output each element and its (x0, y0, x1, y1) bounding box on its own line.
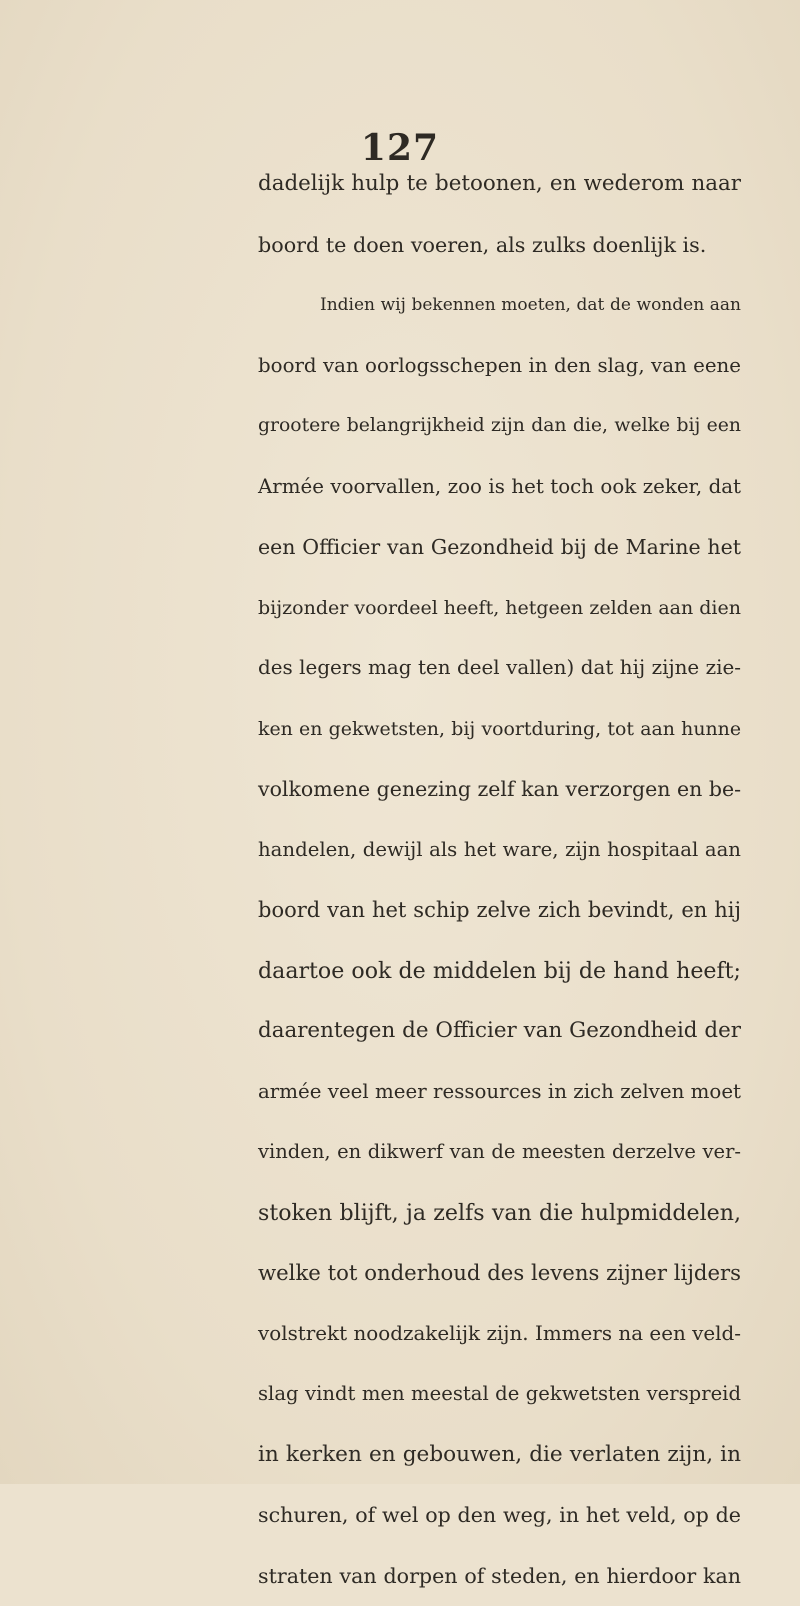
text-line: handelen, dewijl als het ware, zijn hospitaal aan (258, 820, 741, 881)
text-line: armée veel meer ressources in zich zelven moet (258, 1062, 741, 1123)
text-line: schuren, of wel op den weg, in het veld, op de (258, 1485, 741, 1546)
text-line: een Officier van Gezondheid bij de Marine het (258, 517, 741, 578)
text-line: daarentegen de Officier van Gezondheid der (258, 1001, 741, 1062)
text-line: ken en gekwetsten, bij voortduring, tot aan hunne (258, 699, 741, 760)
text-line: boord van oorlogsschepen in den slag, van eene (258, 336, 741, 397)
text-line-indented: Indien wij bekennen moeten, dat de wonden aan (320, 275, 741, 336)
text-line: stoken blijft, ja zelfs van die hulpmiddelen, (258, 1183, 741, 1244)
page-number: 127 (0, 128, 800, 168)
text-line: grootere belangrijkheid zijn dan die, welke bij een (258, 396, 741, 457)
text-line: bijzonder voordeel heeft, hetgeen zelden aan dien (258, 578, 741, 639)
text-line: daartoe ook de middelen bij de hand heeft; (258, 941, 741, 1002)
text-line: welke tot onderhoud des levens zijner lijders (258, 1243, 741, 1304)
text-line: des legers mag ten deel vallen) dat hij zijne zie- (258, 638, 741, 699)
text-line: in kerken en gebouwen, die verlaten zijn, in (258, 1425, 741, 1486)
text-line: boord te doen voeren, als zulks doenlijk is. (258, 215, 708, 276)
text-line: volkomene genezing zelf kan verzorgen en be- (258, 759, 741, 820)
text-line: boord van het schip zelve zich bevindt, en hij (258, 880, 741, 941)
text-line: vinden, en dikwerf van de meesten derzelve ver- (258, 1122, 741, 1183)
text-line: slag vindt men meestal de gekwetsten verspreid (258, 1364, 741, 1425)
text-line: Armée voorvallen, zoo is het toch ook zeker, dat (258, 457, 741, 518)
text-lines (258, 154, 741, 1606)
text-line: volstrekt noodzakelijk zijn. Immers na een veld- (258, 1304, 741, 1365)
text-line: straten van dorpen of steden, en hierdoor kan (258, 1546, 741, 1606)
text-line: dadelijk hulp te betoonen, en wederom naar (258, 154, 741, 215)
